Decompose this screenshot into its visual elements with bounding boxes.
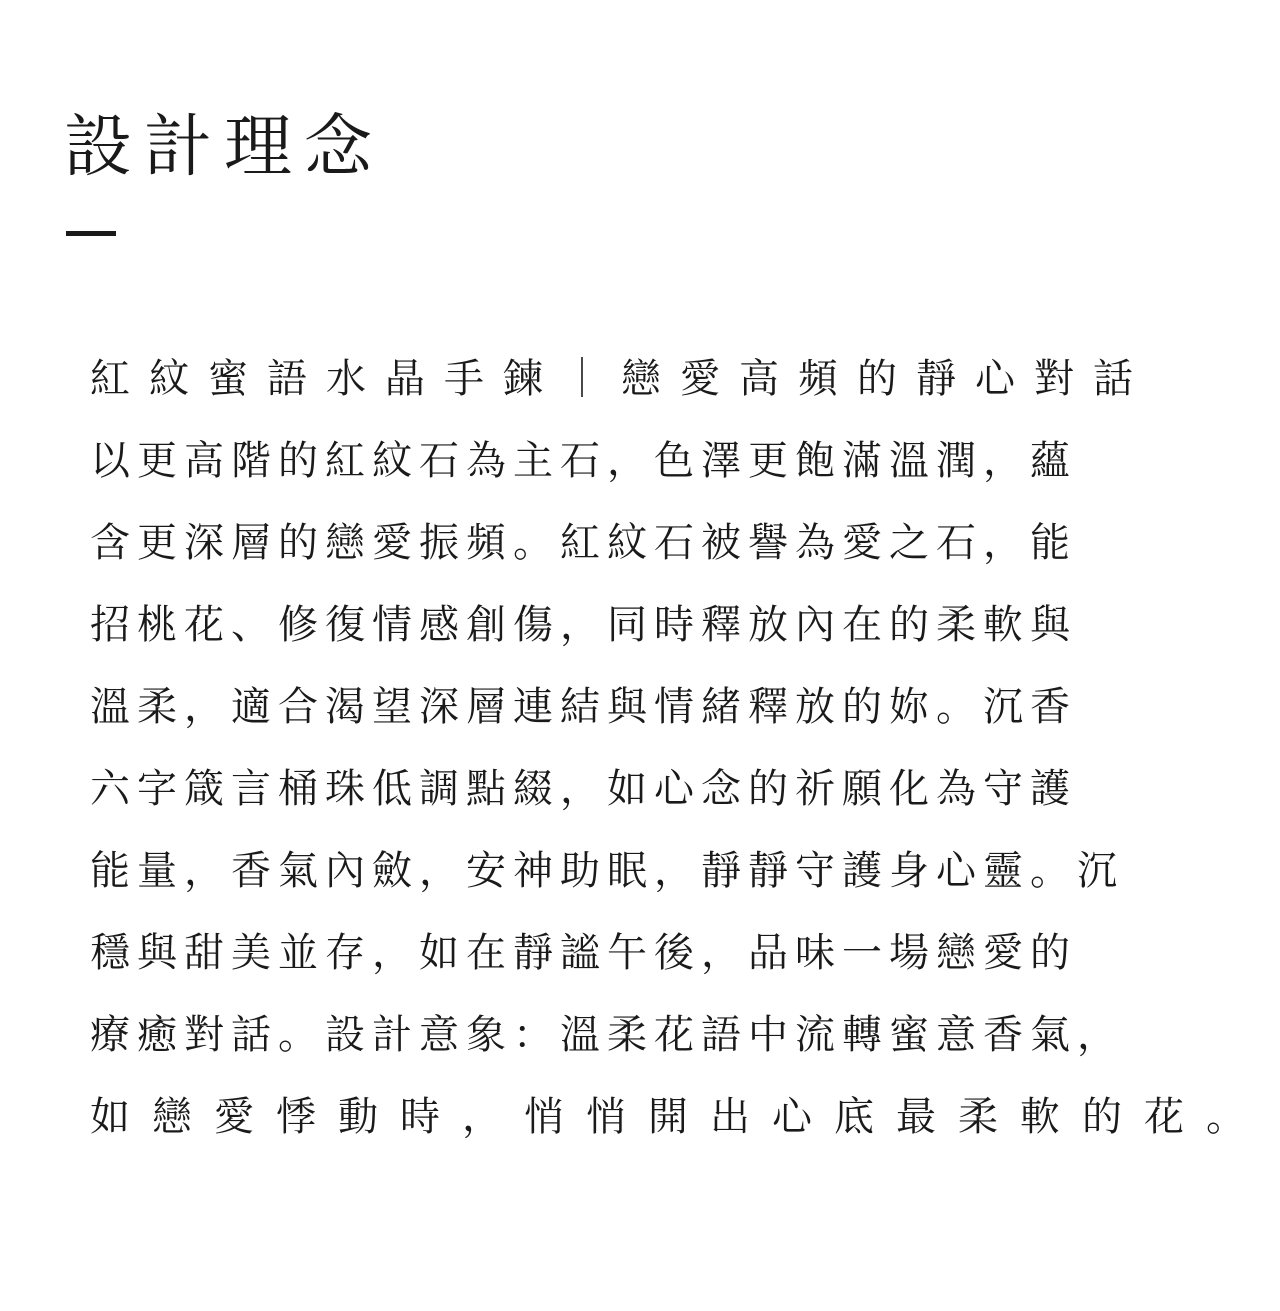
description-line: 以更高階的紅紋石為主石，色澤更飽滿溫潤，蘊 [90, 438, 1077, 484]
description-line: 六字箴言桶珠低調點綴，如心念的祈願化為守護 [90, 766, 1077, 812]
section-title: 設計理念 [64, 108, 385, 187]
description-text [90, 338, 1268, 1158]
description-line: 紅紋蜜語水晶手鍊｜戀愛高頻的靜心對話 [90, 356, 1152, 402]
description-line: 穩與甜美並存，如在靜謐午後，品味一場戀愛的 [90, 930, 1077, 976]
description-line: 含更深層的戀愛振頻。紅紋石被譽為愛之石，能 [90, 520, 1077, 566]
description-line: 能量，香氣內斂，安神助眠，靜靜守護身心靈。沉 [90, 848, 1124, 894]
title-underline [66, 231, 116, 236]
description-line: 療癒對話。設計意象：溫柔花語中流轉蜜意香氣， [90, 1012, 1124, 1058]
description-line: 溫柔，適合渴望深層連結與情緒釋放的妳。沉香 [90, 684, 1077, 730]
description-line: 招桃花、修復情感創傷，同時釋放內在的柔軟與 [90, 602, 1077, 648]
description-line: 如戀愛悸動時，悄悄開出心底最柔軟的花。 [90, 1094, 1268, 1140]
